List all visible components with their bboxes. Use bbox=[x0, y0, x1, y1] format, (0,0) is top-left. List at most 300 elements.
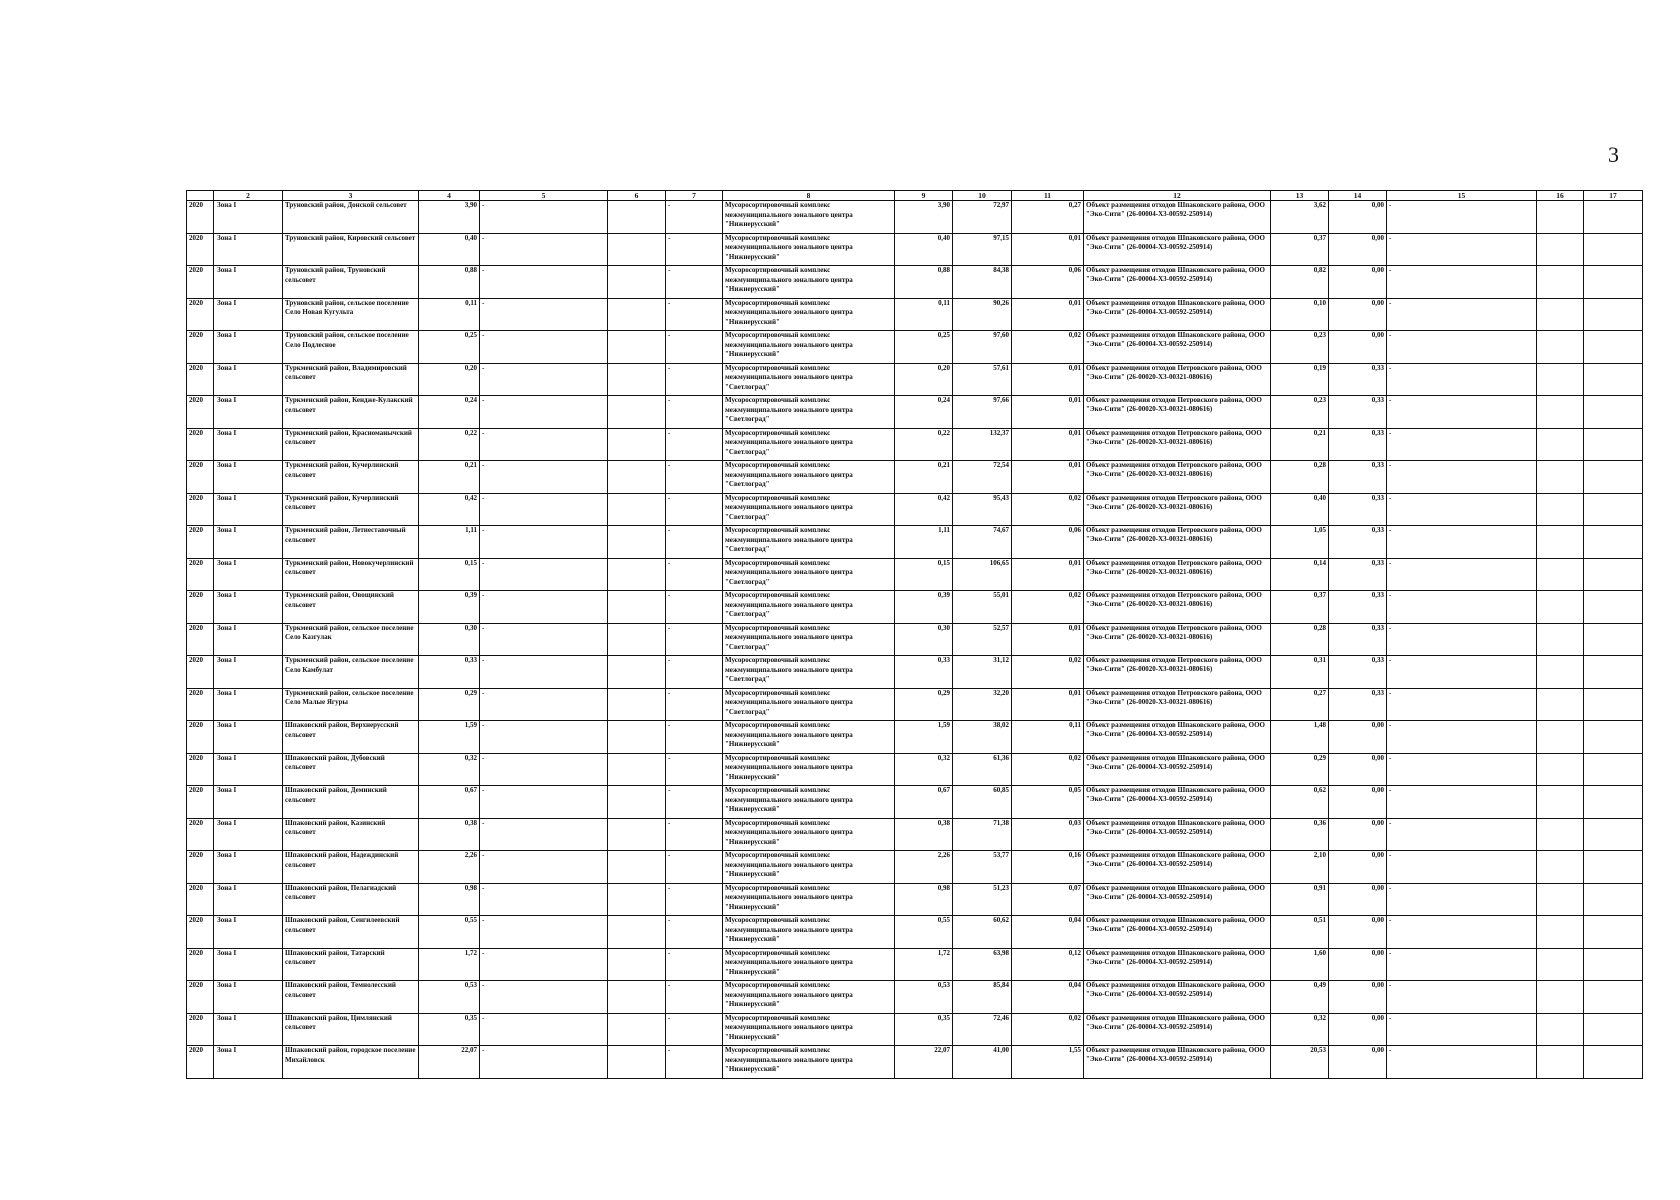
col5-cell: - bbox=[480, 721, 608, 754]
column-header-13: 13 bbox=[1271, 191, 1329, 201]
year-cell: 2020 bbox=[187, 786, 214, 819]
settlement-cell: Шпаковский район, городское поселение Михайловск bbox=[283, 1046, 419, 1079]
year-cell: 2020 bbox=[187, 526, 214, 559]
zone-cell: Зона I bbox=[214, 233, 283, 266]
col14-cell: 0,00 bbox=[1329, 753, 1387, 786]
table-row bbox=[187, 396, 1643, 429]
zone-cell: Зона I bbox=[214, 201, 283, 234]
col15-cell: - bbox=[1387, 396, 1537, 429]
column-header-9: 9 bbox=[895, 191, 953, 201]
col16-cell bbox=[1537, 981, 1584, 1014]
col15-cell: - bbox=[1387, 883, 1537, 916]
year-cell: 2020 bbox=[187, 721, 214, 754]
mass-cell: 22,07 bbox=[419, 1046, 480, 1079]
col17-cell bbox=[1584, 721, 1643, 754]
col16-cell bbox=[1537, 493, 1584, 526]
disposed-cell: 1,60 bbox=[1271, 948, 1329, 981]
year-cell: 2020 bbox=[187, 1013, 214, 1046]
col14-cell: 0,33 bbox=[1329, 363, 1387, 396]
facility-cell: Мусоросортировочный комплекс межмуниципального зонального центра "Нижнерусский" bbox=[723, 883, 895, 916]
col7-cell: - bbox=[666, 493, 723, 526]
col17-cell bbox=[1584, 428, 1643, 461]
settlement-cell: Туркменский район, Кучерлинский сельсовет bbox=[283, 461, 419, 494]
mass-cell: 0,55 bbox=[419, 916, 480, 949]
col16-cell bbox=[1537, 233, 1584, 266]
column-header-17: 17 bbox=[1584, 191, 1643, 201]
mass-cell: 0,33 bbox=[419, 656, 480, 689]
mass-cell: 0,35 bbox=[419, 1013, 480, 1046]
col16-cell bbox=[1537, 1046, 1584, 1079]
table-row bbox=[187, 363, 1643, 396]
table-row bbox=[187, 786, 1643, 819]
col7-cell: - bbox=[666, 363, 723, 396]
col14-cell: 0,00 bbox=[1329, 916, 1387, 949]
col17-cell bbox=[1584, 298, 1643, 331]
distance-cell: 84,38 bbox=[953, 266, 1012, 299]
col14-cell: 0,00 bbox=[1329, 1013, 1387, 1046]
disposed-cell: 0,14 bbox=[1271, 558, 1329, 591]
disposed-cell: 0,27 bbox=[1271, 688, 1329, 721]
facility-cell: Мусоросортировочный комплекс межмуниципального зонального центра "Нижнерусский" bbox=[723, 786, 895, 819]
col5-cell: - bbox=[480, 883, 608, 916]
facility-cell: Мусоросортировочный комплекс межмуниципального зонального центра "Светлоград" bbox=[723, 461, 895, 494]
col7-cell: - bbox=[666, 883, 723, 916]
col5-cell: - bbox=[480, 753, 608, 786]
mass-cell: 0,42 bbox=[419, 493, 480, 526]
disposed-cell: 0,31 bbox=[1271, 656, 1329, 689]
facility-cell: Мусоросортировочный комплекс межмуниципального зонального центра "Светлоград" bbox=[723, 493, 895, 526]
disposed-cell: 0,21 bbox=[1271, 428, 1329, 461]
table-row bbox=[187, 298, 1643, 331]
mass-cell: 0,29 bbox=[419, 688, 480, 721]
mass-cell: 1,72 bbox=[419, 948, 480, 981]
settlement-cell: Шпаковский район, Татарский сельсовет bbox=[283, 948, 419, 981]
facility-cell: Мусоросортировочный комплекс межмуниципального зонального центра "Нижнерусский" bbox=[723, 753, 895, 786]
year-cell: 2020 bbox=[187, 298, 214, 331]
col15-cell: - bbox=[1387, 201, 1537, 234]
col17-cell bbox=[1584, 331, 1643, 364]
col6-cell bbox=[608, 916, 666, 949]
col14-cell: 0,00 bbox=[1329, 201, 1387, 234]
col6-cell bbox=[608, 298, 666, 331]
col17-cell bbox=[1584, 981, 1643, 1014]
distance-cell: 106,65 bbox=[953, 558, 1012, 591]
col15-cell: - bbox=[1387, 526, 1537, 559]
mass-cell: 0,25 bbox=[419, 331, 480, 364]
col14-cell: 0,00 bbox=[1329, 721, 1387, 754]
disposal-site-cell: Объект размещения отходов Петровского района, ООО "Эко-Сити" (26-00020-Х3-00321-080616) bbox=[1084, 396, 1271, 429]
col16-cell bbox=[1537, 818, 1584, 851]
received-cell: 0,35 bbox=[895, 1013, 953, 1046]
col6-cell bbox=[608, 948, 666, 981]
settlement-cell: Туркменский район, сельское поселение Село Камбулат bbox=[283, 656, 419, 689]
mass-cell: 2,26 bbox=[419, 851, 480, 884]
table-row bbox=[187, 428, 1643, 461]
table-row bbox=[187, 753, 1643, 786]
col17-cell bbox=[1584, 1013, 1643, 1046]
col16-cell bbox=[1537, 461, 1584, 494]
disposal-site-cell: Объект размещения отходов Петровского района, ООО "Эко-Сити" (26-00020-Х3-00321-080616) bbox=[1084, 623, 1271, 656]
received-cell: 1,72 bbox=[895, 948, 953, 981]
table-row bbox=[187, 721, 1643, 754]
col15-cell: - bbox=[1387, 948, 1537, 981]
col6-cell bbox=[608, 753, 666, 786]
facility-cell: Мусоросортировочный комплекс межмуниципального зонального центра "Нижнерусский" bbox=[723, 1013, 895, 1046]
table-row bbox=[187, 526, 1643, 559]
mass-cell: 0,20 bbox=[419, 363, 480, 396]
disposal-site-cell: Объект размещения отходов Шпаковского района, ООО "Эко-Сити" (26-00004-Х3-00592-250914) bbox=[1084, 721, 1271, 754]
col7-cell: - bbox=[666, 623, 723, 656]
zone-cell: Зона I bbox=[214, 396, 283, 429]
recycled-cell: 0,05 bbox=[1012, 786, 1084, 819]
col7-cell: - bbox=[666, 786, 723, 819]
col16-cell bbox=[1537, 753, 1584, 786]
facility-cell: Мусоросортировочный комплекс межмуниципального зонального центра "Нижнерусский" bbox=[723, 851, 895, 884]
mass-cell: 0,40 bbox=[419, 233, 480, 266]
disposal-site-cell: Объект размещения отходов Петровского района, ООО "Эко-Сити" (26-00020-Х3-00321-080616) bbox=[1084, 428, 1271, 461]
table-row bbox=[187, 851, 1643, 884]
col14-cell: 0,00 bbox=[1329, 981, 1387, 1014]
received-cell: 0,53 bbox=[895, 981, 953, 1014]
col16-cell bbox=[1537, 201, 1584, 234]
disposed-cell: 0,49 bbox=[1271, 981, 1329, 1014]
settlement-cell: Туркменский район, Красноманычский сельсовет bbox=[283, 428, 419, 461]
zone-cell: Зона I bbox=[214, 753, 283, 786]
disposal-site-cell: Объект размещения отходов Шпаковского района, ООО "Эко-Сити" (26-00004-Х3-00592-250914) bbox=[1084, 851, 1271, 884]
mass-cell: 3,90 bbox=[419, 201, 480, 234]
col7-cell: - bbox=[666, 688, 723, 721]
disposed-cell: 0,32 bbox=[1271, 1013, 1329, 1046]
col6-cell bbox=[608, 363, 666, 396]
received-cell: 0,40 bbox=[895, 233, 953, 266]
col16-cell bbox=[1537, 656, 1584, 689]
column-header-12: 12 bbox=[1084, 191, 1271, 201]
mass-cell: 1,11 bbox=[419, 526, 480, 559]
disposed-cell: 0,62 bbox=[1271, 786, 1329, 819]
recycled-cell: 0,01 bbox=[1012, 363, 1084, 396]
mass-cell: 0,11 bbox=[419, 298, 480, 331]
zone-cell: Зона I bbox=[214, 428, 283, 461]
received-cell: 0,30 bbox=[895, 623, 953, 656]
received-cell: 0,21 bbox=[895, 461, 953, 494]
disposed-cell: 0,82 bbox=[1271, 266, 1329, 299]
mass-cell: 0,98 bbox=[419, 883, 480, 916]
disposal-site-cell: Объект размещения отходов Шпаковского района, ООО "Эко-Сити" (26-00004-Х3-00592-250914) bbox=[1084, 883, 1271, 916]
recycled-cell: 0,02 bbox=[1012, 1013, 1084, 1046]
disposal-site-cell: Объект размещения отходов Шпаковского района, ООО "Эко-Сити" (26-00004-Х3-00592-250914) bbox=[1084, 981, 1271, 1014]
settlement-cell: Шпаковский район, Пелагиадский сельсовет bbox=[283, 883, 419, 916]
facility-cell: Мусоросортировочный комплекс межмуниципального зонального центра "Нижнерусский" bbox=[723, 266, 895, 299]
distance-cell: 132,37 bbox=[953, 428, 1012, 461]
disposed-cell: 0,37 bbox=[1271, 591, 1329, 624]
zone-cell: Зона I bbox=[214, 331, 283, 364]
column-header-5: 5 bbox=[480, 191, 608, 201]
year-cell: 2020 bbox=[187, 331, 214, 364]
facility-cell: Мусоросортировочный комплекс межмуниципального зонального центра "Светлоград" bbox=[723, 428, 895, 461]
table-row bbox=[187, 981, 1643, 1014]
year-cell: 2020 bbox=[187, 916, 214, 949]
settlement-cell: Шпаковский район, Надеждинский сельсовет bbox=[283, 851, 419, 884]
col16-cell bbox=[1537, 396, 1584, 429]
col14-cell: 0,00 bbox=[1329, 818, 1387, 851]
column-header-4: 4 bbox=[419, 191, 480, 201]
col15-cell: - bbox=[1387, 266, 1537, 299]
distance-cell: 72,97 bbox=[953, 201, 1012, 234]
recycled-cell: 0,01 bbox=[1012, 233, 1084, 266]
col15-cell: - bbox=[1387, 428, 1537, 461]
received-cell: 0,32 bbox=[895, 753, 953, 786]
col6-cell bbox=[608, 396, 666, 429]
year-cell: 2020 bbox=[187, 948, 214, 981]
received-cell: 1,11 bbox=[895, 526, 953, 559]
col17-cell bbox=[1584, 461, 1643, 494]
col5-cell: - bbox=[480, 656, 608, 689]
settlement-cell: Туркменский район, Овощинский сельсовет bbox=[283, 591, 419, 624]
col16-cell bbox=[1537, 916, 1584, 949]
col15-cell: - bbox=[1387, 1013, 1537, 1046]
col5-cell: - bbox=[480, 786, 608, 819]
mass-cell: 0,21 bbox=[419, 461, 480, 494]
data-table-container bbox=[186, 190, 1643, 1079]
col15-cell: - bbox=[1387, 851, 1537, 884]
col14-cell: 0,33 bbox=[1329, 623, 1387, 656]
disposed-cell: 0,51 bbox=[1271, 916, 1329, 949]
col5-cell: - bbox=[480, 331, 608, 364]
col6-cell bbox=[608, 558, 666, 591]
recycled-cell: 0,07 bbox=[1012, 883, 1084, 916]
col7-cell: - bbox=[666, 233, 723, 266]
distance-cell: 85,84 bbox=[953, 981, 1012, 1014]
col17-cell bbox=[1584, 526, 1643, 559]
col14-cell: 0,00 bbox=[1329, 266, 1387, 299]
facility-cell: Мусоросортировочный комплекс межмуниципального зонального центра "Нижнерусский" bbox=[723, 1046, 895, 1079]
col15-cell: - bbox=[1387, 753, 1537, 786]
year-cell: 2020 bbox=[187, 851, 214, 884]
received-cell: 0,88 bbox=[895, 266, 953, 299]
col7-cell: - bbox=[666, 201, 723, 234]
col6-cell bbox=[608, 883, 666, 916]
table-row bbox=[187, 558, 1643, 591]
disposed-cell: 20,53 bbox=[1271, 1046, 1329, 1079]
facility-cell: Мусоросортировочный комплекс межмуниципального зонального центра "Нижнерусский" bbox=[723, 298, 895, 331]
col14-cell: 0,33 bbox=[1329, 493, 1387, 526]
col6-cell bbox=[608, 526, 666, 559]
col15-cell: - bbox=[1387, 916, 1537, 949]
col17-cell bbox=[1584, 916, 1643, 949]
col5-cell: - bbox=[480, 428, 608, 461]
col17-cell bbox=[1584, 493, 1643, 526]
received-cell: 0,55 bbox=[895, 916, 953, 949]
col14-cell: 0,00 bbox=[1329, 233, 1387, 266]
col14-cell: 0,33 bbox=[1329, 461, 1387, 494]
recycled-cell: 0,01 bbox=[1012, 688, 1084, 721]
col5-cell: - bbox=[480, 948, 608, 981]
distance-cell: 72,46 bbox=[953, 1013, 1012, 1046]
disposal-site-cell: Объект размещения отходов Шпаковского района, ООО "Эко-Сити" (26-00004-Х3-00592-250914) bbox=[1084, 1046, 1271, 1079]
received-cell: 3,90 bbox=[895, 201, 953, 234]
col15-cell: - bbox=[1387, 688, 1537, 721]
col5-cell: - bbox=[480, 1046, 608, 1079]
table-row bbox=[187, 883, 1643, 916]
distance-cell: 97,66 bbox=[953, 396, 1012, 429]
col17-cell bbox=[1584, 266, 1643, 299]
settlement-cell: Туркменский район, Владимировский сельсовет bbox=[283, 363, 419, 396]
settlement-cell: Шпаковский район, Казинский сельсовет bbox=[283, 818, 419, 851]
col16-cell bbox=[1537, 558, 1584, 591]
col6-cell bbox=[608, 786, 666, 819]
zone-cell: Зона I bbox=[214, 656, 283, 689]
col17-cell bbox=[1584, 688, 1643, 721]
zone-cell: Зона I bbox=[214, 298, 283, 331]
disposal-site-cell: Объект размещения отходов Шпаковского района, ООО "Эко-Сити" (26-00004-Х3-00592-250914) bbox=[1084, 233, 1271, 266]
col15-cell: - bbox=[1387, 786, 1537, 819]
col5-cell: - bbox=[480, 558, 608, 591]
col7-cell: - bbox=[666, 1046, 723, 1079]
col7-cell: - bbox=[666, 428, 723, 461]
year-cell: 2020 bbox=[187, 591, 214, 624]
year-cell: 2020 bbox=[187, 233, 214, 266]
settlement-cell: Туркменский район, сельское поселение Село Малые Ягуры bbox=[283, 688, 419, 721]
recycled-cell: 0,04 bbox=[1012, 981, 1084, 1014]
disposed-cell: 0,37 bbox=[1271, 233, 1329, 266]
recycled-cell: 0,01 bbox=[1012, 396, 1084, 429]
disposed-cell: 1,05 bbox=[1271, 526, 1329, 559]
year-cell: 2020 bbox=[187, 428, 214, 461]
col17-cell bbox=[1584, 786, 1643, 819]
col7-cell: - bbox=[666, 721, 723, 754]
column-header-8: 8 bbox=[723, 191, 895, 201]
col17-cell bbox=[1584, 883, 1643, 916]
page-number: 3 bbox=[1608, 142, 1619, 167]
zone-cell: Зона I bbox=[214, 1046, 283, 1079]
table-row bbox=[187, 1013, 1643, 1046]
col7-cell: - bbox=[666, 298, 723, 331]
col14-cell: 0,00 bbox=[1329, 298, 1387, 331]
settlement-cell: Труновский район, Кировский сельсовет bbox=[283, 233, 419, 266]
received-cell: 0,22 bbox=[895, 428, 953, 461]
distance-cell: 38,02 bbox=[953, 721, 1012, 754]
zone-cell: Зона I bbox=[214, 688, 283, 721]
disposed-cell: 0,19 bbox=[1271, 363, 1329, 396]
recycled-cell: 0,02 bbox=[1012, 753, 1084, 786]
recycled-cell: 1,55 bbox=[1012, 1046, 1084, 1079]
col5-cell: - bbox=[480, 916, 608, 949]
col7-cell: - bbox=[666, 461, 723, 494]
col16-cell bbox=[1537, 883, 1584, 916]
received-cell: 0,98 bbox=[895, 883, 953, 916]
col15-cell: - bbox=[1387, 656, 1537, 689]
col15-cell: - bbox=[1387, 591, 1537, 624]
col5-cell: - bbox=[480, 981, 608, 1014]
mass-cell: 0,22 bbox=[419, 428, 480, 461]
recycled-cell: 0,02 bbox=[1012, 493, 1084, 526]
zone-cell: Зона I bbox=[214, 721, 283, 754]
settlement-cell: Туркменский район, сельское поселение Село Казгулак bbox=[283, 623, 419, 656]
mass-cell: 0,67 bbox=[419, 786, 480, 819]
col16-cell bbox=[1537, 331, 1584, 364]
received-cell: 0,24 bbox=[895, 396, 953, 429]
col14-cell: 0,33 bbox=[1329, 656, 1387, 689]
col6-cell bbox=[608, 201, 666, 234]
distance-cell: 52,57 bbox=[953, 623, 1012, 656]
recycled-cell: 0,01 bbox=[1012, 428, 1084, 461]
received-cell: 0,25 bbox=[895, 331, 953, 364]
col5-cell: - bbox=[480, 298, 608, 331]
distance-cell: 57,61 bbox=[953, 363, 1012, 396]
disposal-site-cell: Объект размещения отходов Петровского района, ООО "Эко-Сити" (26-00020-Х3-00321-080616) bbox=[1084, 558, 1271, 591]
col15-cell: - bbox=[1387, 623, 1537, 656]
col14-cell: 0,00 bbox=[1329, 786, 1387, 819]
distance-cell: 63,98 bbox=[953, 948, 1012, 981]
col16-cell bbox=[1537, 298, 1584, 331]
col17-cell bbox=[1584, 558, 1643, 591]
col5-cell: - bbox=[480, 818, 608, 851]
year-cell: 2020 bbox=[187, 461, 214, 494]
col6-cell bbox=[608, 266, 666, 299]
col15-cell: - bbox=[1387, 558, 1537, 591]
col16-cell bbox=[1537, 526, 1584, 559]
col15-cell: - bbox=[1387, 233, 1537, 266]
settlement-cell: Туркменский район, Кучерлинский сельсовет bbox=[283, 493, 419, 526]
table-row bbox=[187, 623, 1643, 656]
column-header-10: 10 bbox=[953, 191, 1012, 201]
disposed-cell: 0,10 bbox=[1271, 298, 1329, 331]
facility-cell: Мусоросортировочный комплекс межмуниципального зонального центра "Светлоград" bbox=[723, 363, 895, 396]
recycled-cell: 0,01 bbox=[1012, 558, 1084, 591]
col5-cell: - bbox=[480, 363, 608, 396]
settlement-cell: Труновский район, Донской сельсовет bbox=[283, 201, 419, 234]
settlement-cell: Труновский район, сельское поселение Село Подлесное bbox=[283, 331, 419, 364]
recycled-cell: 0,02 bbox=[1012, 331, 1084, 364]
col15-cell: - bbox=[1387, 493, 1537, 526]
col6-cell bbox=[608, 1013, 666, 1046]
disposal-site-cell: Объект размещения отходов Петровского района, ООО "Эко-Сити" (26-00020-Х3-00321-080616) bbox=[1084, 461, 1271, 494]
distance-cell: 97,60 bbox=[953, 331, 1012, 364]
col17-cell bbox=[1584, 233, 1643, 266]
mass-cell: 1,59 bbox=[419, 721, 480, 754]
facility-cell: Мусоросортировочный комплекс межмуниципального зонального центра "Нижнерусский" bbox=[723, 948, 895, 981]
table-row bbox=[187, 916, 1643, 949]
year-cell: 2020 bbox=[187, 981, 214, 1014]
facility-cell: Мусоросортировочный комплекс межмуниципального зонального центра "Светлоград" bbox=[723, 688, 895, 721]
col15-cell: - bbox=[1387, 818, 1537, 851]
col16-cell bbox=[1537, 851, 1584, 884]
col16-cell bbox=[1537, 266, 1584, 299]
col15-cell: - bbox=[1387, 981, 1537, 1014]
col14-cell: 0,33 bbox=[1329, 396, 1387, 429]
received-cell: 0,33 bbox=[895, 656, 953, 689]
year-cell: 2020 bbox=[187, 201, 214, 234]
year-cell: 2020 bbox=[187, 753, 214, 786]
col7-cell: - bbox=[666, 916, 723, 949]
col6-cell bbox=[608, 981, 666, 1014]
col6-cell bbox=[608, 461, 666, 494]
disposed-cell: 0,91 bbox=[1271, 883, 1329, 916]
col17-cell bbox=[1584, 201, 1643, 234]
col7-cell: - bbox=[666, 266, 723, 299]
disposal-site-cell: Объект размещения отходов Шпаковского района, ООО "Эко-Сити" (26-00004-Х3-00592-250914) bbox=[1084, 948, 1271, 981]
facility-cell: Мусоросортировочный комплекс межмуниципального зонального центра "Светлоград" bbox=[723, 656, 895, 689]
table-row bbox=[187, 591, 1643, 624]
received-cell: 0,29 bbox=[895, 688, 953, 721]
col17-cell bbox=[1584, 363, 1643, 396]
col6-cell bbox=[608, 233, 666, 266]
col6-cell bbox=[608, 493, 666, 526]
mass-cell: 0,53 bbox=[419, 981, 480, 1014]
recycled-cell: 0,11 bbox=[1012, 721, 1084, 754]
disposed-cell: 0,23 bbox=[1271, 331, 1329, 364]
disposed-cell: 0,36 bbox=[1271, 818, 1329, 851]
